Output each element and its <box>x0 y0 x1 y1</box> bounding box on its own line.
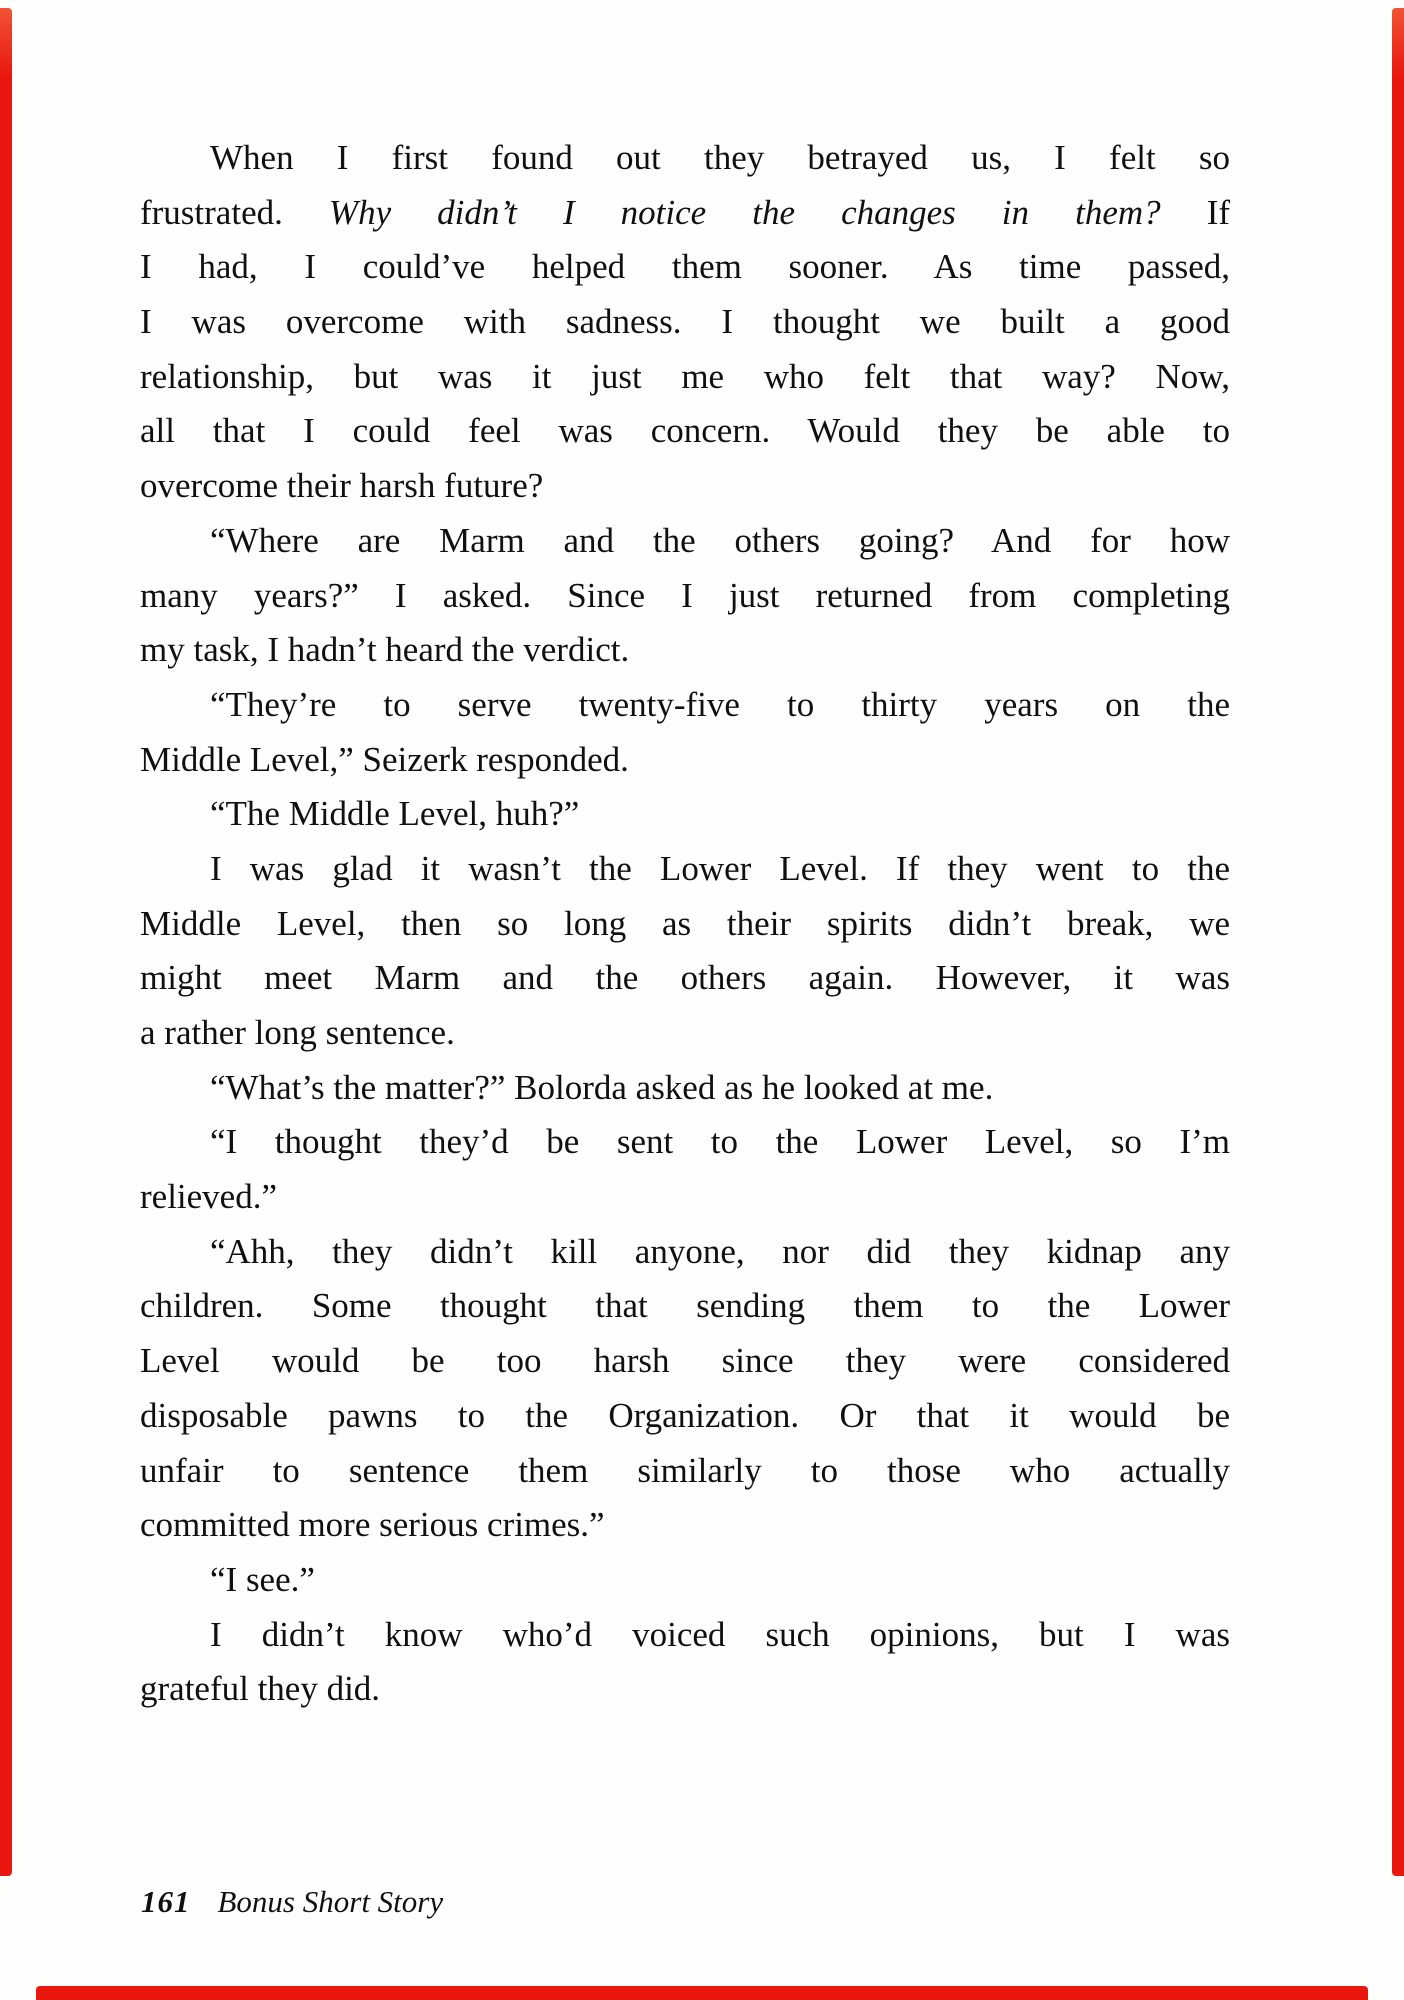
footer-section-title: Bonus Short Story <box>217 1884 444 1919</box>
text-line: “I see.” <box>210 1559 315 1599</box>
paragraph <box>140 1608 1230 1717</box>
text-line: children. Some thought that sending them to the Lower <box>140 1286 1230 1326</box>
paragraph <box>140 842 1230 1061</box>
text-line: a rather long sentence. <box>140 1013 455 1052</box>
paragraph <box>140 678 1230 787</box>
text-line: When I first found out they betrayed us, I felt so <box>210 138 1230 177</box>
paragraph <box>140 131 1230 514</box>
text-line: I didn’t know who’d voiced such opinions, but I was <box>210 1614 1230 1654</box>
text-line: Middle Level,” Seizerk responded. <box>140 739 629 779</box>
paragraph <box>140 787 1230 842</box>
text-line: “Ahh, they didn’t kill anyone, nor did they kidnap any <box>210 1231 1230 1271</box>
text-line: “What’s the matter?” Bolorda asked as he looked at me. <box>210 1067 994 1107</box>
text-line: might meet Marm and the others again. However, it was <box>140 958 1230 998</box>
text-line: frustrated. Why didn’t I notice the changes in them? If <box>140 192 1231 232</box>
text-line: disposable pawns to the Organization. Or that it would be <box>140 1395 1230 1435</box>
text-line: I had, I could’ve helped them sooner. As time passed, <box>140 247 1230 287</box>
text-line: “The Middle Level, huh?” <box>210 794 580 834</box>
text-line: my task, I hadn’t heard the verdict. <box>140 630 630 670</box>
text-line: unfair to sentence them similarly to those who actually <box>140 1450 1230 1490</box>
text-line: I was overcome with sadness. I thought we built a good <box>140 302 1230 342</box>
page-edge-right <box>1392 8 1404 1876</box>
text-line: all that I could feel was concern. Would they be able to <box>140 411 1230 451</box>
text-line: “Where are Marm and the others going? And for how <box>210 520 1230 560</box>
page-footer <box>141 1884 443 1920</box>
text-line: Middle Level, then so long as their spirits didn’t break, we <box>140 903 1230 943</box>
text-line: I was glad it wasn’t the Lower Level. If they went to the <box>210 848 1230 888</box>
text-line: relationship, but was it just me who felt that way? Now, <box>140 356 1230 396</box>
text-line: overcome their harsh future? <box>140 466 544 506</box>
text-line: relieved.” <box>140 1177 277 1217</box>
text-line: many years?” I asked. Since I just returned from completing <box>140 575 1230 615</box>
page-edge-left <box>0 8 12 1876</box>
paragraph <box>140 1553 1230 1608</box>
page-number: 161 <box>141 1884 191 1919</box>
text-line: “I thought they’d be sent to the Lower Level, so I’m <box>210 1122 1230 1162</box>
paragraph <box>140 1225 1230 1553</box>
paragraph <box>140 1061 1230 1116</box>
page-edge-bottom <box>36 1986 1368 2000</box>
text-line: “They’re to serve twenty-five to thirty years on the <box>210 684 1230 724</box>
text-line: committed more serious crimes.” <box>140 1505 605 1545</box>
text-line: grateful they did. <box>140 1669 381 1709</box>
text-line: Level would be too harsh since they were considered <box>140 1341 1230 1381</box>
paragraph <box>140 1115 1230 1224</box>
body-text <box>140 131 1230 1717</box>
paragraph <box>140 514 1230 678</box>
